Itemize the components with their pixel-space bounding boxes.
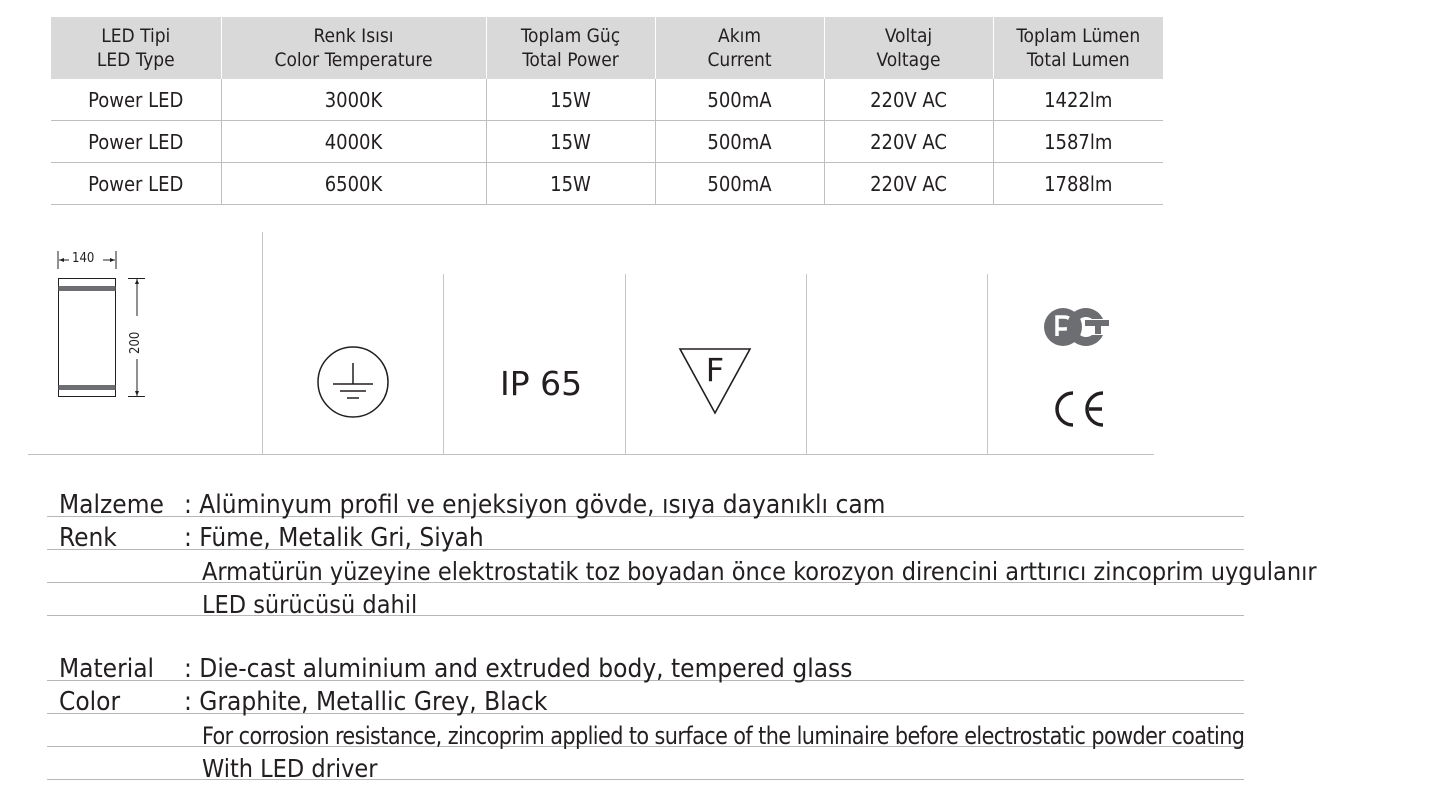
cell-color-temperature: 3000K xyxy=(221,79,486,121)
divider xyxy=(625,274,626,454)
material-label-tr: Malzeme xyxy=(59,490,164,520)
material-value-tr: : Alüminyum profil ve enjeksiyon gövde, ısıya dayanıklı cam xyxy=(184,490,886,520)
gost-r-pct-icon xyxy=(1043,305,1113,351)
divider xyxy=(262,232,263,454)
color-label-en: Color xyxy=(59,687,121,717)
color-value-en: : Graphite, Metallic Grey, Black xyxy=(184,687,548,717)
ce-mark-icon xyxy=(1047,390,1111,428)
driver-note-en: With LED driver xyxy=(202,754,378,783)
cell-total-power: 15W xyxy=(486,121,655,163)
divider xyxy=(443,274,444,454)
f-mark-letter: F xyxy=(705,351,725,389)
cell-voltage: 220V AC xyxy=(824,121,993,163)
header-color-temperature: Renk Isısı Color Temperature xyxy=(221,17,486,79)
cell-voltage: 220V AC xyxy=(824,79,993,121)
cell-total-power: 15W xyxy=(486,163,655,205)
color-value-tr: : Füme, Metalik Gri, Siyah xyxy=(184,523,484,553)
cell-led-type: Power LED xyxy=(51,121,221,163)
f-mark-icon xyxy=(678,347,754,417)
width-dimension-label: 140 xyxy=(72,251,95,266)
dimension-drawing xyxy=(28,232,262,454)
protective-earth-icon xyxy=(316,345,392,421)
color-label-tr: Renk xyxy=(59,523,117,553)
cell-current: 500mA xyxy=(655,121,824,163)
cell-current: 500mA xyxy=(655,163,824,205)
icon-strip xyxy=(28,232,1154,455)
header-total-power: Toplam Güç Total Power xyxy=(486,17,655,79)
table-row xyxy=(51,79,1163,121)
cell-total-power: 15W xyxy=(486,79,655,121)
cell-voltage: 220V AC xyxy=(824,163,993,205)
material-value-en: : Die-cast aluminium and extruded body, tempered glass xyxy=(184,654,853,684)
driver-note-tr: LED sürücüsü dahil xyxy=(202,590,418,619)
cell-total-lumen: 1422lm xyxy=(993,79,1163,121)
header-current: Akım Current xyxy=(655,17,824,79)
ip-rating-label: IP 65 xyxy=(500,364,583,403)
coating-note-en: For corrosion resistance, zincoprim applied to surface of the luminaire before electrostatic powder coating xyxy=(202,722,1245,750)
cell-total-lumen: 1587lm xyxy=(993,121,1163,163)
cell-led-type: Power LED xyxy=(51,163,221,205)
header-led-type: LED Tipi LED Type xyxy=(51,17,221,79)
table-row xyxy=(51,163,1163,205)
header-total-lumen: Toplam Lümen Total Lumen xyxy=(993,17,1163,79)
table-row xyxy=(51,121,1163,163)
cell-color-temperature: 4000K xyxy=(221,121,486,163)
divider xyxy=(987,274,988,454)
material-label-en: Material xyxy=(59,654,155,684)
spec-header-row xyxy=(51,17,1163,79)
cell-total-lumen: 1788lm xyxy=(993,163,1163,205)
cell-color-temperature: 6500K xyxy=(221,163,486,205)
cell-current: 500mA xyxy=(655,79,824,121)
header-voltage: Voltaj Voltage xyxy=(824,17,993,79)
cell-led-type: Power LED xyxy=(51,79,221,121)
height-dimension-label: 200 xyxy=(128,331,143,354)
divider xyxy=(806,274,807,454)
spec-table xyxy=(51,17,1163,205)
coating-note-tr: Armatürün yüzeyine elektrostatik toz boyadan önce korozyon direncini arttırıcı zincoprim uygulanır xyxy=(202,557,1317,586)
